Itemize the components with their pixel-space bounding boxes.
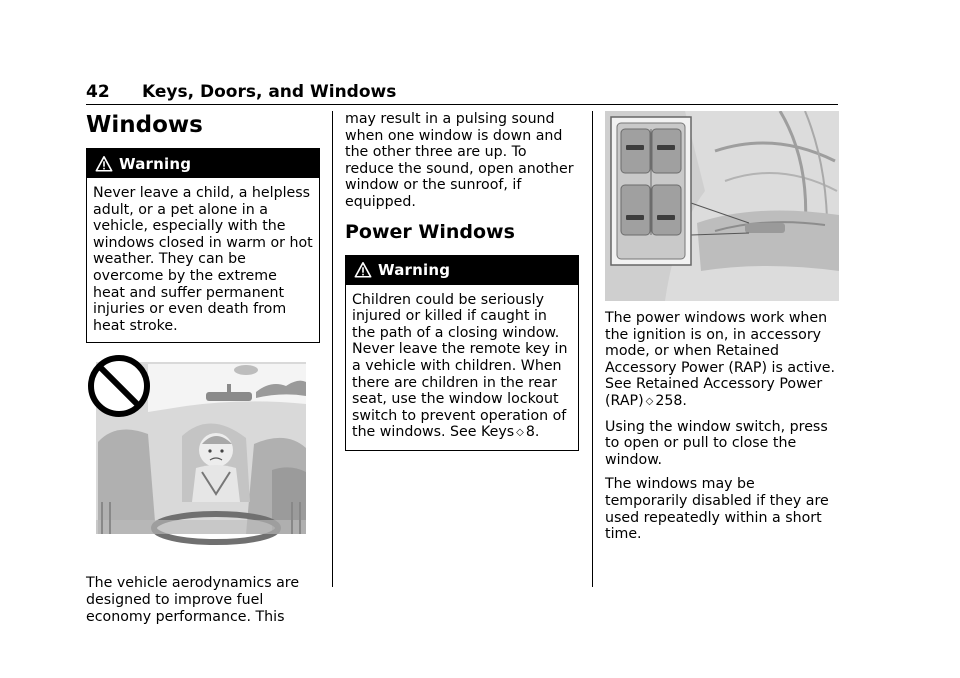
warning-text-body: Children could be seriously injured or killed if caught in the path of a closing window. Never leave the remote key in a vehicle with children. When there are children in the rear seat, use the window lockout switch to prevent operation of the windows. See Keys [352, 291, 568, 441]
column-right [605, 111, 839, 551]
warning-triangle-icon [354, 261, 372, 279]
page-number: 42 [86, 82, 110, 102]
section-heading-power-windows: Power Windows [345, 220, 515, 243]
warning-header [346, 256, 578, 285]
warning-triangle-icon [95, 155, 113, 173]
page-reference-rap[interactable]: 258. [655, 392, 687, 409]
warning-label: Warning [378, 261, 451, 280]
page-reference-arrow-icon: ◇ [516, 427, 524, 439]
window-switch-illustration [605, 111, 839, 301]
paragraph-ignition-text: The power windows work when the ignition is on, in accessory mode, or when Retained Accessory Power (RAP) is active. See Retained Accessory Power (RAP) [605, 310, 835, 409]
paragraph-window-switch: Using the window switch, press to open or pull to close the window. [605, 418, 828, 468]
page-reference-keys[interactable]: 8. [525, 424, 540, 441]
column-divider-1 [332, 111, 333, 587]
child-in-car-illustration [86, 352, 320, 552]
page-header [86, 81, 838, 105]
paragraph-temporarily-disabled: The windows may be temporarily disabled if they are used repeatedly within a short time. [605, 476, 829, 543]
warning-box-child-heat [86, 148, 320, 343]
column-left [86, 111, 320, 633]
warning-text: Never leave a child, a helpless adult, or a pet alone in a vehicle, especially with the windows closed in warm or hot weather. They can be overcome by the extreme heat and suffer permanent injuries or even death from heat stroke. [93, 185, 313, 334]
paragraph-ignition [605, 310, 839, 411]
column-divider-2 [592, 111, 593, 587]
page-reference-arrow-icon: ◇ [645, 395, 654, 407]
section-title: Keys, Doors, and Windows [142, 82, 397, 102]
page-title: Windows [86, 112, 203, 138]
warning-header [87, 149, 319, 178]
column-middle [345, 111, 579, 451]
paragraph-aerodynamics: The vehicle aerodynamics are designed to improve fuel economy performance. This [86, 575, 300, 625]
warning-box-closing-window [345, 255, 579, 451]
warning-text [346, 285, 578, 450]
paragraph-pulsing-sound: may result in a pulsing sound when one window is down and the other three are up. To reduce the sound, open another window or the sunroof, if equipped. [345, 111, 574, 210]
warning-label: Warning [119, 154, 192, 173]
